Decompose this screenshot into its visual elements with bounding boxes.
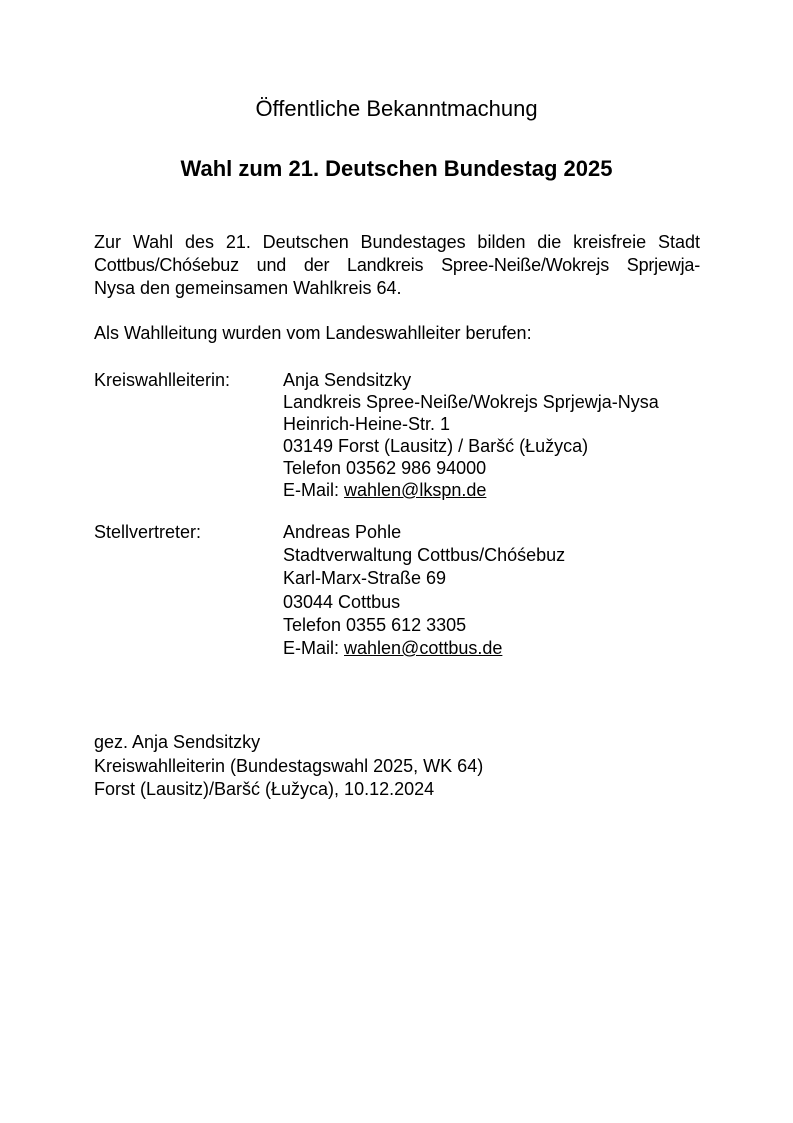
kreiswahlleiterin-label: Kreiswahlleiterin: [94,370,231,390]
email-link[interactable]: wahlen@lkspn.de [344,480,487,500]
kreiswahlleiterin-details [283,369,659,501]
contact-email-line [283,479,659,501]
page-subtitle: Wahl zum 21. Deutschen Bundestag 2025 [180,156,613,181]
signature-name: gez. Anja Sendsitzky [94,732,261,752]
contact-phone: Telefon 0355 612 3305 [283,614,467,635]
contact-name: Anja Sendsitzky [283,370,412,390]
contact-organisation: Stadtverwaltung Cottbus/Chóśebuz [283,545,566,566]
intro-line: Zur Wahl des 21. Deutschen Bundestages bilden die kreisfreie Stadt [94,232,700,252]
contact-organisation: Landkreis Spree-Neiße/Wokrejs Sprjewja-Nysa [283,392,659,412]
signature-block [94,731,483,802]
contact-city: 03149 Forst (Lausitz) / Baršć (Łužyca) [283,436,589,456]
signature-role: Kreiswahlleiterin (Bundestagswahl 2025, WK 64) [94,755,484,776]
signature-place-date: Forst (Lausitz)/Baršć (Łužyca), 10.12.2024 [94,779,435,799]
page-title: Öffentliche Bekanntmachung [255,96,538,121]
contact-email-line [283,637,565,660]
intro-line: Cottbus/Chóśebuz und der Landkreis Spree-Neiße/Wokrejs Sprjewja- [94,255,700,275]
appointment-text: Als Wahlleitung wurden vom Landeswahlleiter berufen: [94,323,532,343]
intro-line: Nysa den gemeinsamen Wahlkreis 64. [94,278,402,298]
email-link[interactable]: wahlen@cottbus.de [344,638,503,659]
stellvertreter-label: Stellvertreter: [94,522,202,542]
intro-paragraph [94,231,700,300]
contact-name: Andreas Pohle [283,522,402,542]
contact-phone: Telefon 03562 986 94000 [283,458,487,478]
contact-street: Karl-Marx-Straße 69 [283,568,447,589]
stellvertreter-details [283,521,565,660]
contact-city: 03044 Cottbus [283,591,401,612]
contact-street: Heinrich-Heine-Str. 1 [283,414,451,434]
email-prefix: E-Mail: [283,638,345,659]
email-prefix: E-Mail: [283,480,345,500]
